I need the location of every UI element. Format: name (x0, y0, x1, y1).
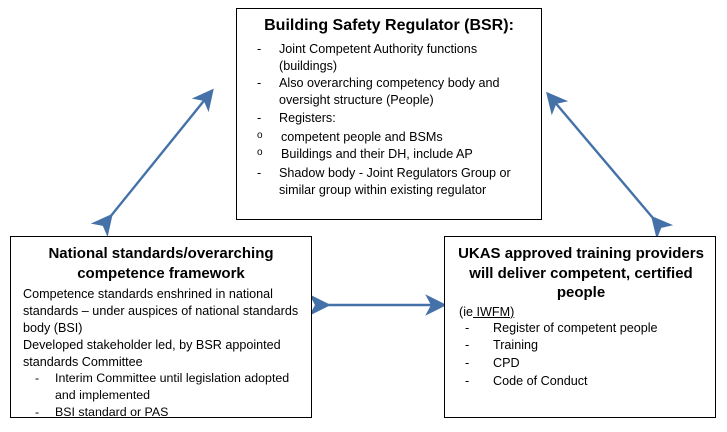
list-item (245, 165, 533, 198)
circle-marker: o (257, 147, 263, 159)
list-item (453, 373, 709, 390)
dash-marker: - (35, 371, 40, 386)
dash-marker: - (465, 373, 470, 388)
box-ukas-note-rest: IWFM) (473, 304, 515, 319)
list-item-text: Code of Conduct (493, 373, 588, 388)
list-item (453, 337, 709, 354)
box-ukas-training-providers (444, 236, 716, 418)
list-item (453, 320, 709, 337)
box-bsr-registers-sublist (245, 129, 533, 163)
list-item-text: Training (493, 338, 539, 353)
box-bsr-title: Building Safety Regulator (BSR): (264, 17, 514, 34)
circle-marker: o (257, 129, 263, 141)
list-item (245, 129, 533, 146)
dash-marker: - (35, 405, 40, 420)
box-bsr-list-after (245, 165, 533, 198)
arrow-bsr-ukas (553, 100, 658, 224)
list-item-text: Buildings and their DH, include AP (281, 147, 473, 162)
list-item (245, 75, 533, 108)
arrow-bsr-standards (106, 97, 207, 222)
dash-marker: - (465, 320, 470, 335)
list-item-text: competent people and BSMs (281, 129, 443, 144)
box-standards-line-1: Competence standards enshrined in national standards – under auspices of national standards body (BSI) (23, 287, 299, 335)
list-item-text: Also overarching competency body and oversight structure (People) (279, 76, 500, 108)
dash-marker: - (257, 166, 262, 181)
box-ukas-note-prefix: (ie (459, 304, 473, 319)
list-item (245, 110, 533, 127)
list-item (245, 41, 533, 74)
dash-marker: - (465, 355, 470, 370)
list-item (17, 404, 305, 421)
box-standards-list (17, 370, 305, 421)
list-item-text: Shadow body - Joint Regulators Group or similar group within existing regulator (279, 166, 511, 197)
box-standards-title: National standards/overarching competence framework (48, 245, 274, 282)
list-item (245, 146, 533, 163)
dash-marker: - (257, 42, 262, 56)
list-item (453, 355, 709, 372)
list-item-text: Register of competent people (493, 320, 658, 335)
box-national-standards (10, 236, 312, 418)
list-item-text: Interim Committee until legislation adopted and implemented (55, 371, 290, 402)
dash-marker: - (465, 338, 470, 353)
box-ukas-title: UKAS approved training providers will deliver competent, certified people (458, 245, 704, 301)
dash-marker: - (257, 76, 262, 91)
list-item-text: Registers: (279, 110, 336, 125)
list-item-text: BSI standard or PAS (55, 405, 169, 420)
box-ukas-note (453, 305, 709, 319)
list-item-text: CPD (493, 355, 520, 370)
list-item (17, 370, 305, 403)
dash-marker: - (257, 110, 262, 125)
box-bsr-list (245, 41, 533, 127)
list-item-text: Joint Competent Authority functions (buildings) (279, 42, 478, 73)
box-ukas-list (453, 320, 709, 390)
box-standards-line-2: Developed stakeholder led, by BSR appointed standards Committee (23, 337, 281, 369)
box-building-safety-regulator (236, 8, 542, 220)
